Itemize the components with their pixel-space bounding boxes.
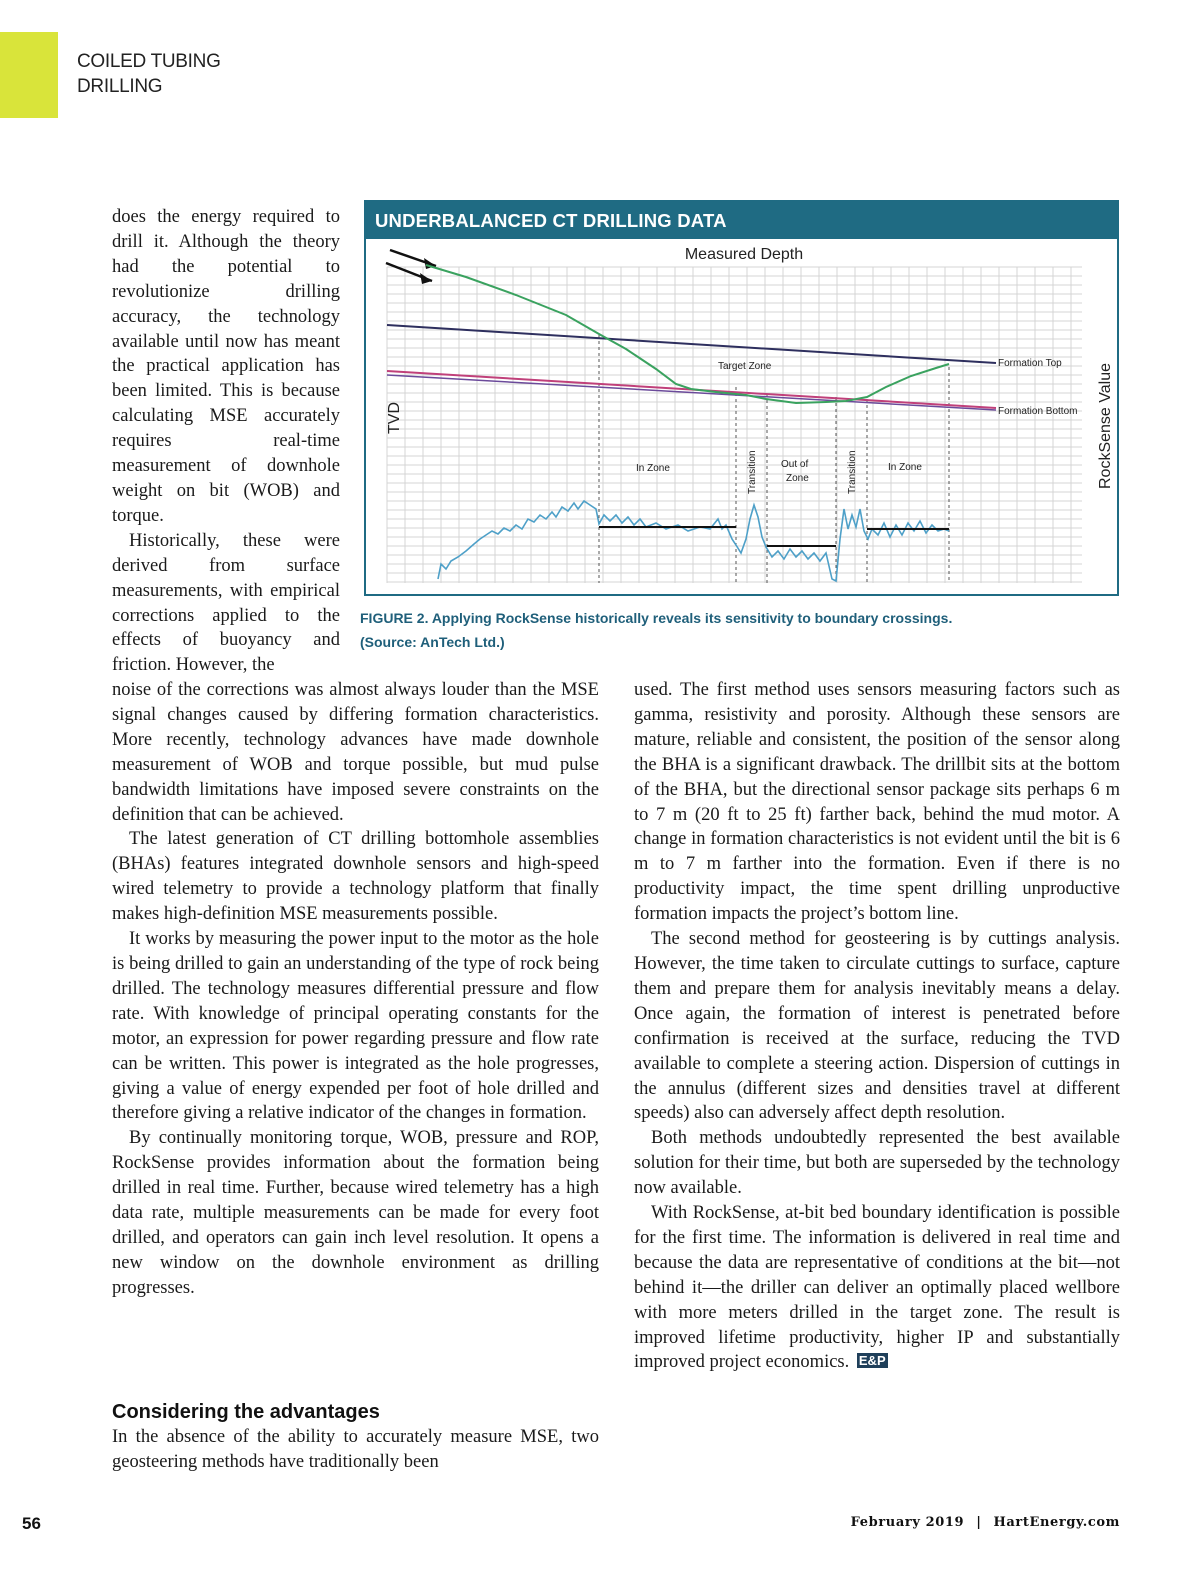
footer-site[interactable]: HartEnergy.com bbox=[993, 1515, 1120, 1530]
final-paragraph-text: With RockSense, at-bit bed boundary identification is possible for the first time. The information is delivered in real time and because the data are representative of conditions at the bit—not behind it—the driller can deliver an optimally placed wellbore with more meters drilled in the target zone. The result is improved lifetime productivity, higher IP and substantially improved project economics. bbox=[634, 1203, 1120, 1373]
chart-grid bbox=[387, 267, 1082, 583]
formation-top-label: Formation Top bbox=[998, 358, 1062, 369]
paragraph: By continually monitoring torque, WOB, pressure and ROP, RockSense provides information about the formation being drilled in real time. Further, because wired telemetry has a high data rate, multiple measurements can be made for every foot drilled, and operators can gain inch level resolution. It opens a new window on the downhole environment as drilling progresses. bbox=[112, 1128, 599, 1298]
paragraph: Both methods undoubtedly represented the best available solution for their time, but both are superseded by the technology now available. bbox=[634, 1128, 1120, 1199]
figure-box bbox=[364, 200, 1119, 596]
section-label-line1: COILED TUBING bbox=[77, 51, 221, 72]
paragraph: In the absence of the ability to accurately measure MSE, two geosteering methods have traditionally been bbox=[112, 1427, 599, 1472]
after-heading-text bbox=[112, 1425, 599, 1475]
section-accent-tab bbox=[0, 32, 58, 118]
section-heading-wrap bbox=[112, 1400, 599, 1424]
section-heading: Considering the advantages bbox=[112, 1401, 380, 1423]
paragraph: used. The first method uses sensors measuring factors such as gamma, resistivity and porosity. Although these sensors are mature, reliable and consistent, the position of the sensor along the BHA is a significant drawback. The drillbit sits at the bottom of the BHA, but the directional sensor package sits perhaps 6 m to 7 m (20 ft to 25 ft) farther back, behind the mud motor. A change in formation characteristics is not evident until the bit is 6 m to 7 m farther into the formation. Even if there is no productivity impact, the time spent drilling unproductive formation impacts the project’s bottom line. bbox=[634, 680, 1120, 925]
y-axis-label: TVD bbox=[386, 402, 403, 434]
chart-title: Measured Depth bbox=[684, 246, 804, 263]
left-narrow-column bbox=[112, 205, 340, 678]
target-zone-label: Target Zone bbox=[718, 361, 772, 372]
section-label-line2: DRILLING bbox=[77, 76, 163, 97]
paragraph: Historically, these were derived from surface measurements, with empirical corrections applied to the effects of buoyancy and friction. However, the bbox=[112, 530, 340, 676]
left-full-column bbox=[112, 678, 599, 1301]
page-number: 56 bbox=[22, 1514, 41, 1533]
right-column bbox=[634, 678, 1120, 1375]
end-mark-logo: E&P bbox=[858, 1353, 886, 1369]
paragraph: noise of the corrections was almost always louder than the MSE signal changes caused by differing formation characteristics. More recently, technology advances have made downhole measurement of WOB and torque possible, but mud pulse bandwidth limitations have imposed severe constraints on the definition that can be achieved. bbox=[112, 680, 599, 825]
y2-axis-label: RockSense Value bbox=[1097, 363, 1114, 489]
zone-label-in-zone-2: In Zone bbox=[888, 462, 922, 473]
figure-header: UNDERBALANCED CT DRILLING DATA bbox=[366, 202, 1117, 239]
zone-label-zone: Zone bbox=[786, 473, 809, 484]
zone-label-transition-2: Transition bbox=[847, 450, 858, 494]
paragraph: The latest generation of CT drilling bottomhole assemblies (BHAs) features integrated downhole sensors and high-speed wired telemetry to provide a technology platform that finally makes high-definition MSE measurements possible. bbox=[112, 829, 599, 925]
footer-info bbox=[851, 1515, 1120, 1530]
paragraph: The second method for geosteering is by cuttings analysis. However, the time taken to circulate cuttings to surface, capture them and prepare them for analysis inevitably means a delay. Once again, the formation of interest is penetrated before confirmation is received at the surface, reducing the TVD available to complete a steering action. Dispersion of cuttings in the annulus (different sizes and densities travel at different speeds) also can adversely affect depth resolution. bbox=[634, 929, 1120, 1124]
paragraph: does the energy required to drill it. Although the theory had the potential to revolutionize drilling accuracy, the technology available until now has meant the practical application has been limited. This is because calculating MSE accurately requires real-time measurement of downhole weight on bit (WOB) and torque. bbox=[112, 207, 340, 526]
formation-bottom-label: Formation Bottom bbox=[998, 406, 1078, 417]
caption-source: (Source: AnTech Ltd.) bbox=[360, 634, 505, 650]
caption-label: FIGURE 2. Applying RockSense historically reveals its sensitivity to boundary crossings. bbox=[360, 610, 953, 626]
zone-label-transition-1: Transition bbox=[747, 450, 758, 494]
footer-separator: | bbox=[976, 1515, 982, 1530]
footer-date: February 2019 bbox=[850, 1515, 965, 1530]
zone-label-in-zone-1: In Zone bbox=[636, 463, 670, 474]
zone-label-out-of: Out of bbox=[781, 459, 809, 470]
drilling-data-chart bbox=[366, 239, 1117, 594]
paragraph bbox=[634, 1201, 1120, 1375]
paragraph: It works by measuring the power input to the motor as the hole is being drilled to gain an understanding of the type of rock being drilled. The technology measures differential pressure and flow rate. With knowledge of principal operating constants for the motor, an expression for power regarding pressure and flow rate can be written. This power is integrated as the hole progresses, giving a value of energy expended per foot of hole drilled and therefore giving a relative indicator of the changes in formation. bbox=[112, 929, 599, 1124]
figure-caption bbox=[360, 606, 1060, 654]
section-label bbox=[77, 49, 221, 99]
